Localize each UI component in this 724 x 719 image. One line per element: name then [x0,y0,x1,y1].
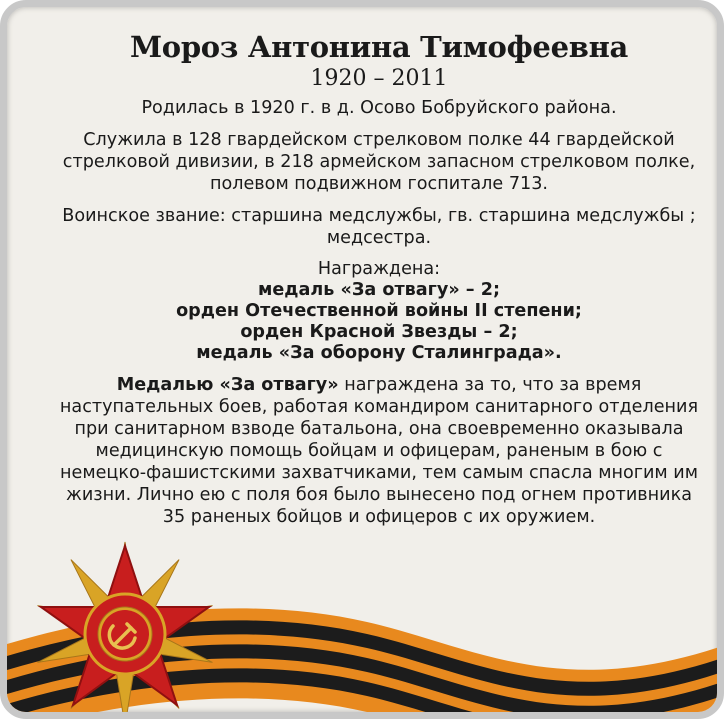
birth-info: Родилась в 1920 г. в д. Осово Бобруйского района. [141,98,617,118]
citation-lead: Медалью «За отвагу» [116,375,339,395]
awards-label: Награждена: [317,259,441,279]
awards-list [59,259,699,364]
citation-text: награждена за то, что за время наступательных боев, работая командиром санитарного отделения при санитарном взводе батальона, она своевременно оказывала медицинскую помощь бойцам и офицерам, раненым в бою с немецко-фашистскими захватчиками, тем самым спасла многим им жизни. Лично ею с поля боя было вынесено под огнем противника 35 раненых бойцов и офицеров с их оружием. [59,375,699,527]
award-item: орден Красной Звезды – 2; [240,322,518,342]
award-item: медаль «За отвагу» – 2; [257,280,501,300]
life-years: 1920 – 2011 [310,66,448,91]
biography-text [59,29,699,528]
award-citation [59,374,699,528]
award-item: орден Отечественной войны II степени; [176,301,582,321]
rank-info: Воинское звание: старшина медслужбы, гв. старшина медслужбы ; медсестра. [62,206,696,248]
person-name: Мороз Антонина Тимофеевна [129,30,629,64]
order-of-patriotic-war-icon [15,539,241,719]
service-info: Служила в 128 гвардейском стрелковом полке 44 гвардейской стрелковой дивизии, в 218 армейском запасном стрелковом полке, полевом подвижном госпитале 713. [62,130,696,194]
award-item: медаль «За оборону Сталинграда». [196,343,562,363]
